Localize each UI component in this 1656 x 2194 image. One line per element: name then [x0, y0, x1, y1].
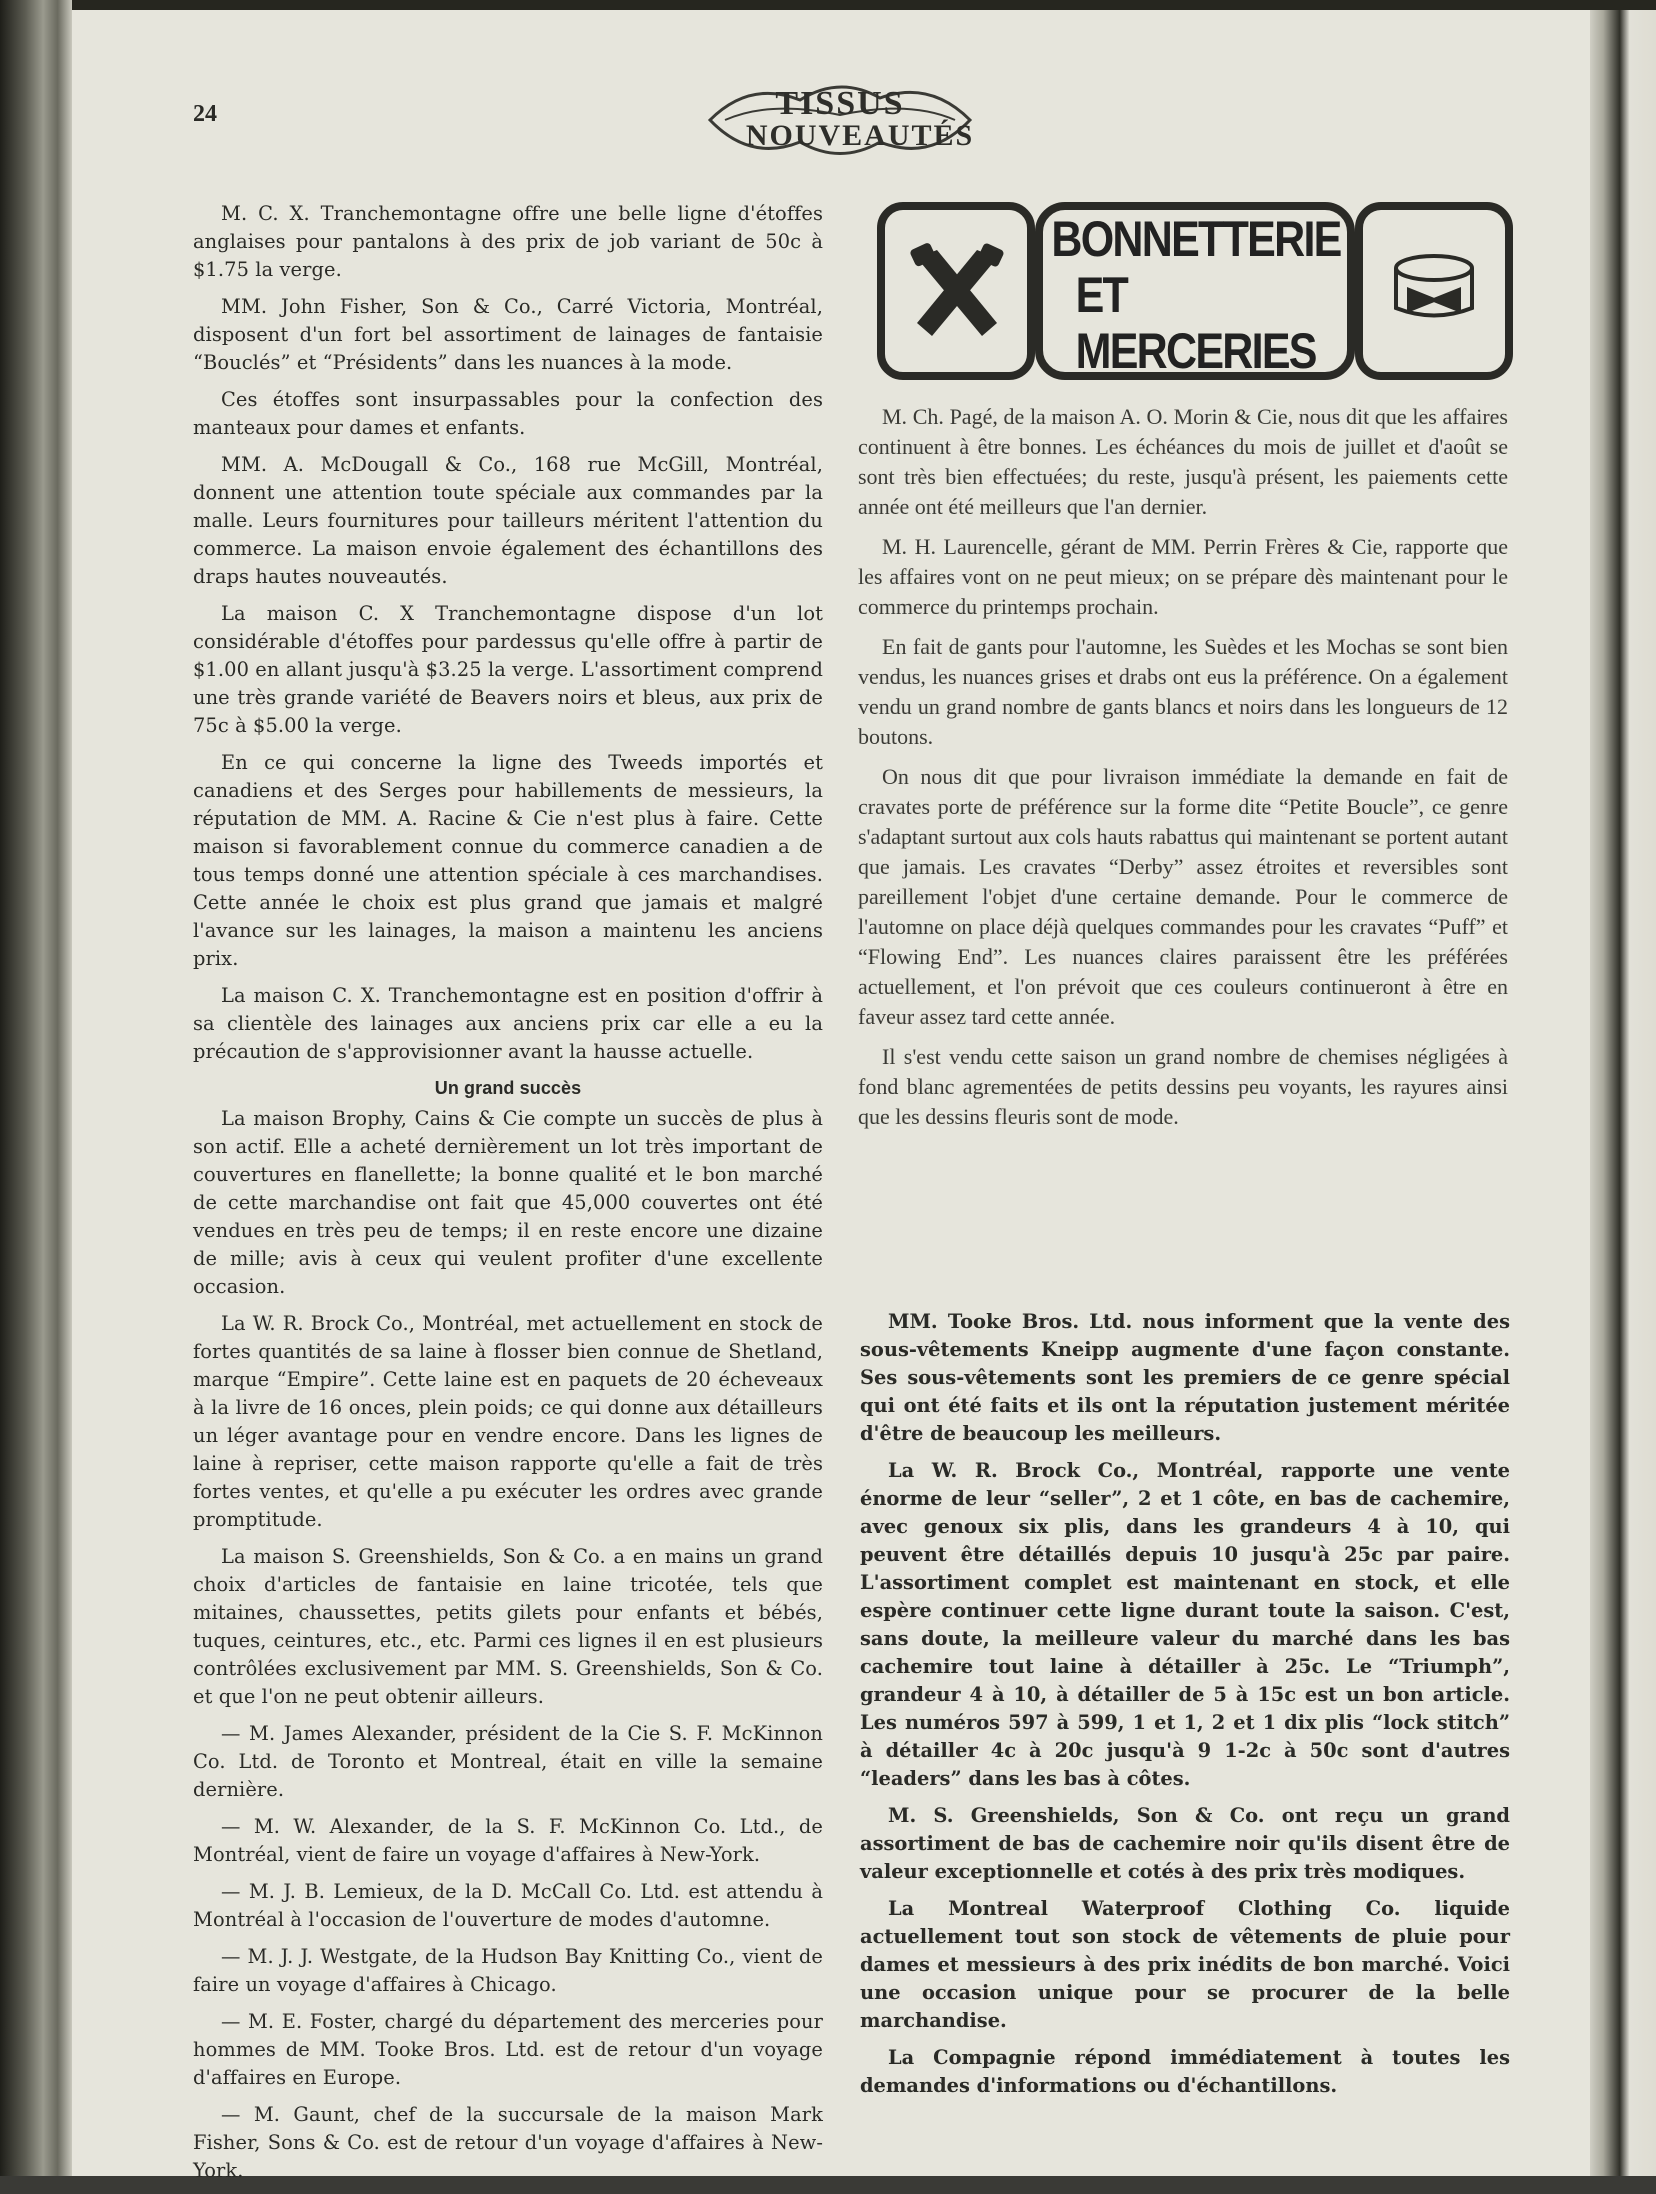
article-paragraph: La maison C. X. Tranchemontagne est en position d'offrir à sa clientèle des lainages aux anciens prix car elle a eu la précaution de s'approvisionner avant la hausse actuelle. — [193, 984, 823, 1063]
right-column-articles — [858, 402, 1508, 1142]
news-item: — M. J. J. Westgate, de la Hudson Bay Knitting Co., vient de faire un voyage d'affaires à Chicago. — [193, 1945, 823, 1996]
article-paragraph: La Compagnie répond immédiatement à toutes les demandes d'informations ou d'échantillons. — [860, 2046, 1510, 2097]
masthead-title — [690, 70, 990, 170]
article-paragraph: M. S. Greenshields, Son & Co. ont reçu un grand assortiment de bas de cachemire noir qu'ils disent être de valeur exceptionnelle et cotés à des prix très modiques. — [860, 1804, 1510, 1883]
article-paragraph: La W. R. Brock Co., Montréal, rapporte une vente énorme de leur “seller”, 2 et 1 côte, en bas de cachemire, avec genoux six plis, dans les grandeurs 4 à 10, qui peuvent être détaillés depuis 10 jusqu'à 25c par paire. L'assortiment complet est maintenant en stock, et elle espère continuer cette ligne durant toute la saison. C'est, sans doute, la meilleure valeur du marché dans les bas cachemire tout laine à détailler à 25c. Le “Triumph”, grandeur 4 à 10, à détailler de 5 à 15c est un bon article. Les numéros 597 à 599, 1 et 1, 2 et 1 dix plis “lock stitch” à détailler 4c à 20c jusqu'à 9 1-2c à 50c sont d'autres “leaders” dans les bas à côtes. — [860, 1459, 1510, 1790]
article-paragraph: Ces étoffes sont insurpassables pour la confection des manteaux pour dames et enfants. — [193, 388, 823, 439]
article-paragraph: La maison S. Greenshields, Son & Co. a en mains un grand choix d'articles de fantaisie en laine tricotée, tels que mitaines, chaussettes, petits gilets pour enfants et bébés, tuques, ceintures, etc., etc. Parmi ces lignes il en est plusieurs contrôlées exclusivement par MM. S. Greenshields, Son & Co. et que l'on ne peut obtenir ailleurs. — [193, 1545, 823, 1708]
collar-bowtie-icon — [1379, 238, 1489, 348]
section-banner — [875, 200, 1515, 390]
book-binding — [0, 0, 72, 2176]
article-paragraph: M. C. X. Tranchemontagne offre une belle ligne d'étoffes anglaises pour pantalons à des prix de job variant de 50c à $1.75 la verge. — [193, 202, 823, 281]
banner-title-line1: BONNETTERIE — [1051, 211, 1341, 267]
article-paragraph: On nous dit que pour livraison immédiate la demande en fait de cravates porte de préférence sur la forme dite “Petite Boucle”, ce genre s'adaptant surtout aux cols hauts rabattus qui maintenant se portent autant que jamais. Les cravates “Derby” assez étroites et reversibles sont pareillement l'objet d'une certaine demande. Pour le commerce de l'automne on place déjà quelques commandes pour les cravates “Puff” et “Flowing End”. Les nuances claires paraissent être les préférées actuellement, et l'on prévoit que ces couleurs continueront à être en faveur assez tard cette année. — [858, 764, 1508, 1029]
crossed-gloves-icon — [902, 238, 1012, 348]
section-subhead: Un grand succès — [434, 1078, 582, 1098]
left-column — [193, 200, 823, 2194]
masthead-logo — [690, 70, 990, 170]
masthead-line1: TISSUS — [775, 85, 905, 122]
article-paragraph: La maison Brophy, Cains & Cie compte un succès de plus à son actif. Elle a acheté dernièrement un lot très important de couvertures en flanellette; la bonne qualité et le bon marché de cette marchandise ont fait que 45,000 couvertes ont été vendues en très peu de temps; il en reste encore une dizaine de mille; avis à ceux qui veulent profiter d'une excellente occasion. — [193, 1107, 823, 1298]
banner-title — [1051, 211, 1341, 379]
article-paragraph: La Montreal Waterproof Clothing Co. liquide actuellement tout son stock de vêtements de pluie pour dames et messieurs à des prix inédits de bon marché. Voici une occasion unique pour se procurer de la belle marchandise. — [860, 1897, 1510, 2032]
masthead-line2: NOUVEAUTÉS — [745, 119, 975, 152]
article-paragraph: MM. John Fisher, Son & Co., Carré Victoria, Montréal, disposent d'un fort bel assortiment de lainages de fantaisie “Bouclés” et “Présidents” dans les nuances à la mode. — [193, 295, 823, 374]
article-paragraph: Il s'est vendu cette saison un grand nombre de chemises négligées à fond blanc agrementées de petits dessins peu voyants, les rayures ainsi que les dessins fleuris sont de mode. — [858, 1044, 1508, 1129]
article-paragraph: MM. A. McDougall & Co., 168 rue McGill, Montréal, donnent une attention toute spéciale aux commandes par la malle. Leurs fournitures pour tailleurs méritent l'attention du commerce. La maison envoie également des échantillons des draps hautes nouveautés. — [193, 453, 823, 588]
article-paragraph: M. H. Laurencelle, gérant de MM. Perrin Frères & Cie, rapporte que les affaires vont on ne peut mieux; on se prépare dès maintenant pour le commerce du printemps prochain. — [858, 534, 1508, 619]
page-right-edge — [1590, 10, 1656, 2176]
article-paragraph: MM. Tooke Bros. Ltd. nous informent que la vente des sous-vêtements Kneipp augmente d'une façon constante. Ses sous-vêtements sont les premiers de ce genre spécial qui ont été faits et ils ont la réputation justement méritée d'être de beaucoup les meilleurs. — [860, 1310, 1510, 1445]
news-item: — M. E. Foster, chargé du département des merceries pour hommes de MM. Tooke Bros. Ltd. est de retour d'un voyage d'affaires en Europe. — [193, 2010, 823, 2089]
article-paragraph: En fait de gants pour l'automne, les Suèdes et les Mochas se sont bien vendus, les nuances grises et drabs ont eus la préférence. On a également vendu un grand nombre de gants blancs et noirs dans les longueurs de 12 boutons. — [858, 634, 1508, 749]
news-item: — M. Gaunt, chef de la succursale de la maison Mark Fisher, Sons & Co. est de retour d'un voyage d'affaires à New-York. — [193, 2103, 823, 2182]
news-item: — M. James Alexander, président de la Cie S. F. McKinnon Co. Ltd. de Toronto et Montreal, était en ville la semaine dernière. — [193, 1722, 823, 1801]
article-paragraph: M. Ch. Pagé, de la maison A. O. Morin & Cie, nous dit que les affaires continuent à être bonnes. Les échéances du mois de juillet et d'août se sont très bien effectuées; du reste, jusqu'à présent, les paiements cette année ont été meilleurs que l'an dernier. — [858, 404, 1508, 519]
article-paragraph: En ce qui concerne la ligne des Tweeds importés et canadiens et des Serges pour habillements de messieurs, la réputation de MM. A. Racine & Cie n'est plus à faire. Cette maison si favorablement connue du commerce canadien a de tous temps donné une attention spéciale à ces marchandises. Cette année le choix est plus grand que jamais et malgré l'avance sur les lainages, la maison a maintenu les anciens prix. — [193, 751, 823, 970]
news-item: — M. W. Alexander, de la S. F. McKinnon Co. Ltd., de Montréal, vient de faire un voyage d'affaires à New-York. — [193, 1815, 823, 1866]
banner-title-line2: ET MERCERIES — [1075, 267, 1316, 379]
article-paragraph: La W. R. Brock Co., Montréal, met actuellement en stock de fortes quantités de sa laine à flosser bien connue de Shetland, marque “Empire”. Cette laine est en paquets de 20 écheveaux à la livre de 16 onces, plein poids; ce qui donne aux détailleurs un léger avantage pour en vendre encore. Dans les lignes de laine à repriser, cette maison rapporte qu'elle a fait de très fortes ventes, et qu'elle a pu exécuter les ordres avec grande promptitude. — [193, 1312, 823, 1531]
article-paragraph: La maison C. X Tranchemontagne dispose d'un lot considérable d'étoffes pour pardessus qu'elle offre à partir de $1.00 en allant jusqu'à $3.25 la verge. L'assortiment comprend une très grande variété de Beavers noirs et bleus, aux prix de 75c à $5.00 la verge. — [193, 602, 823, 737]
news-item: — M. J. B. Lemieux, de la D. McCall Co. Ltd. est attendu à Montréal à l'occasion de l'ouverture de modes d'automne. — [193, 1880, 823, 1931]
page-number: 24 — [193, 101, 217, 127]
right-column-bold-notes — [860, 1308, 1510, 2109]
